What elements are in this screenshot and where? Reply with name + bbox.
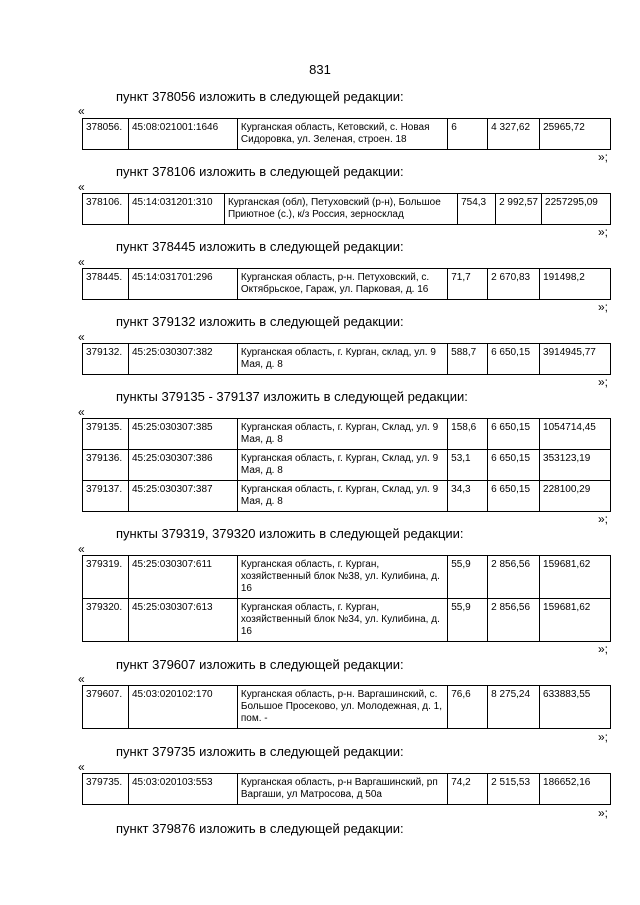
rate-cell: 6 650,15 <box>488 419 540 450</box>
open-quote: « <box>78 760 85 774</box>
rate-cell: 6 650,15 <box>488 481 540 512</box>
close-quote: »; <box>598 642 609 656</box>
area-cell: 74,2 <box>448 774 488 805</box>
cadastral-number-cell: 45:14:031201:310 <box>128 194 224 225</box>
rate-cell: 8 275,24 <box>488 686 540 729</box>
section-heading: пункт 379607 изложить в следующей редакции: <box>116 657 404 672</box>
cadastral-number-cell: 45:25:030307:387 <box>128 481 237 512</box>
open-quote: « <box>78 330 85 344</box>
section-heading: пункт 378056 изложить в следующей редакции: <box>116 89 404 104</box>
area-cell: 588,7 <box>448 344 488 375</box>
record-table <box>82 268 611 300</box>
open-quote: « <box>78 672 85 686</box>
address-cell: Курганская область, г. Курган, Склад, ул. 9 Мая, д. 8 <box>237 419 447 450</box>
cadastral-number-cell: 45:08:021001:1646 <box>128 119 237 150</box>
address-cell: Курганская область, г. Курган, Склад, ул. 9 Мая, д. 8 <box>237 450 447 481</box>
rate-cell: 6 650,15 <box>488 450 540 481</box>
rate-cell: 6 650,15 <box>488 344 540 375</box>
cadastral-number-cell: 45:14:031701:296 <box>128 269 237 300</box>
record-table <box>82 193 611 225</box>
area-cell: 76,6 <box>448 686 488 729</box>
value-cell: 353123,19 <box>540 450 611 481</box>
page-number: 831 <box>309 62 331 77</box>
close-quote: »; <box>598 150 609 164</box>
row-number-cell: 378106. <box>83 194 129 225</box>
area-cell: 55,9 <box>448 556 488 599</box>
table-row <box>83 556 611 599</box>
row-number-cell: 379137. <box>83 481 129 512</box>
cadastral-number-cell: 45:03:020102:170 <box>128 686 237 729</box>
section-heading: пункт 379876 изложить в следующей редакции: <box>116 821 404 836</box>
record-table <box>82 555 611 642</box>
cadastral-number-cell: 45:25:030307:611 <box>128 556 237 599</box>
open-quote: « <box>78 255 85 269</box>
open-quote: « <box>78 180 85 194</box>
address-cell: Курганская область, Кетовский, с. Новая Сидоровка, ул. Зеленая, строен. 18 <box>237 119 447 150</box>
area-cell: 158,6 <box>448 419 488 450</box>
value-cell: 186652,16 <box>540 774 611 805</box>
table-row <box>83 119 611 150</box>
rate-cell: 2 992,57 <box>496 194 542 225</box>
value-cell: 1054714,45 <box>540 419 611 450</box>
cadastral-number-cell: 45:03:020103:553 <box>128 774 237 805</box>
table-row <box>83 269 611 300</box>
value-cell: 191498,2 <box>540 269 611 300</box>
row-number-cell: 379132. <box>83 344 129 375</box>
address-cell: Курганская область, г. Курган, Склад, ул. 9 Мая, д. 8 <box>237 481 447 512</box>
close-quote: »; <box>598 512 609 526</box>
table-row <box>83 686 611 729</box>
section-heading: пункт 379735 изложить в следующей редакции: <box>116 744 404 759</box>
row-number-cell: 378056. <box>83 119 129 150</box>
row-number-cell: 379319. <box>83 556 129 599</box>
section-heading: пункт 378445 изложить в следующей редакции: <box>116 239 404 254</box>
area-cell: 53,1 <box>448 450 488 481</box>
area-cell: 34,3 <box>448 481 488 512</box>
section-heading: пункт 379132 изложить в следующей редакции: <box>116 314 404 329</box>
row-number-cell: 379607. <box>83 686 129 729</box>
address-cell: Курганская область, г. Курган, хозяйственный блок №38, ул. Кулибина, д. 16 <box>237 556 447 599</box>
rate-cell: 2 856,56 <box>488 556 540 599</box>
section-heading: пункт 378106 изложить в следующей редакции: <box>116 164 404 179</box>
table-row <box>83 194 611 225</box>
row-number-cell: 378445. <box>83 269 129 300</box>
table-row <box>83 774 611 805</box>
close-quote: »; <box>598 730 609 744</box>
value-cell: 159681,62 <box>540 556 611 599</box>
section-heading: пункты 379319, 379320 изложить в следующей редакции: <box>116 526 464 541</box>
record-table <box>82 343 611 375</box>
address-cell: Курганская область, р-н Варгашинский, рп Варгаши, ул Матросова, д 50а <box>237 774 447 805</box>
table-row <box>83 481 611 512</box>
address-cell: Курганская область, г. Курган, хозяйственный блок №34, ул. Кулибина, д. 16 <box>237 599 447 642</box>
cadastral-number-cell: 45:25:030307:613 <box>128 599 237 642</box>
close-quote: »; <box>598 375 609 389</box>
area-cell: 6 <box>448 119 488 150</box>
record-table <box>82 773 611 805</box>
table-row <box>83 450 611 481</box>
area-cell: 55,9 <box>448 599 488 642</box>
area-cell: 754,3 <box>458 194 496 225</box>
rate-cell: 2 856,56 <box>488 599 540 642</box>
cadastral-number-cell: 45:25:030307:382 <box>128 344 237 375</box>
record-table <box>82 685 611 729</box>
value-cell: 228100,29 <box>540 481 611 512</box>
close-quote: »; <box>598 300 609 314</box>
address-cell: Курганская область, г. Курган, склад, ул. 9 Мая, д. 8 <box>237 344 447 375</box>
table-row <box>83 599 611 642</box>
record-table <box>82 418 611 512</box>
value-cell: 159681,62 <box>540 599 611 642</box>
close-quote: »; <box>598 806 609 820</box>
row-number-cell: 379735. <box>83 774 129 805</box>
value-cell: 633883,55 <box>540 686 611 729</box>
table-row <box>83 344 611 375</box>
value-cell: 3914945,77 <box>540 344 611 375</box>
rate-cell: 2 670,83 <box>488 269 540 300</box>
close-quote: »; <box>598 225 609 239</box>
cadastral-number-cell: 45:25:030307:386 <box>128 450 237 481</box>
row-number-cell: 379135. <box>83 419 129 450</box>
address-cell: Курганская (обл), Петуховский (р-н), Большое Приютное (с.), к/з Россия, зерносклад <box>224 194 457 225</box>
value-cell: 2257295,09 <box>542 194 611 225</box>
value-cell: 25965,72 <box>540 119 611 150</box>
table-row <box>83 419 611 450</box>
rate-cell: 2 515,53 <box>488 774 540 805</box>
rate-cell: 4 327,62 <box>488 119 540 150</box>
record-table <box>82 118 611 150</box>
area-cell: 71,7 <box>448 269 488 300</box>
address-cell: Курганская область, р-н. Варгашинский, с. Большое Просеково, ул. Молодежная, д. 1, пом. - <box>237 686 447 729</box>
row-number-cell: 379320. <box>83 599 129 642</box>
section-heading: пункты 379135 - 379137 изложить в следующей редакции: <box>116 389 468 404</box>
row-number-cell: 379136. <box>83 450 129 481</box>
open-quote: « <box>78 104 85 118</box>
cadastral-number-cell: 45:25:030307:385 <box>128 419 237 450</box>
open-quote: « <box>78 405 85 419</box>
open-quote: « <box>78 542 85 556</box>
address-cell: Курганская область, р-н. Петуховский, с. Октябрьское, Гараж, ул. Парковая, д. 16 <box>237 269 447 300</box>
